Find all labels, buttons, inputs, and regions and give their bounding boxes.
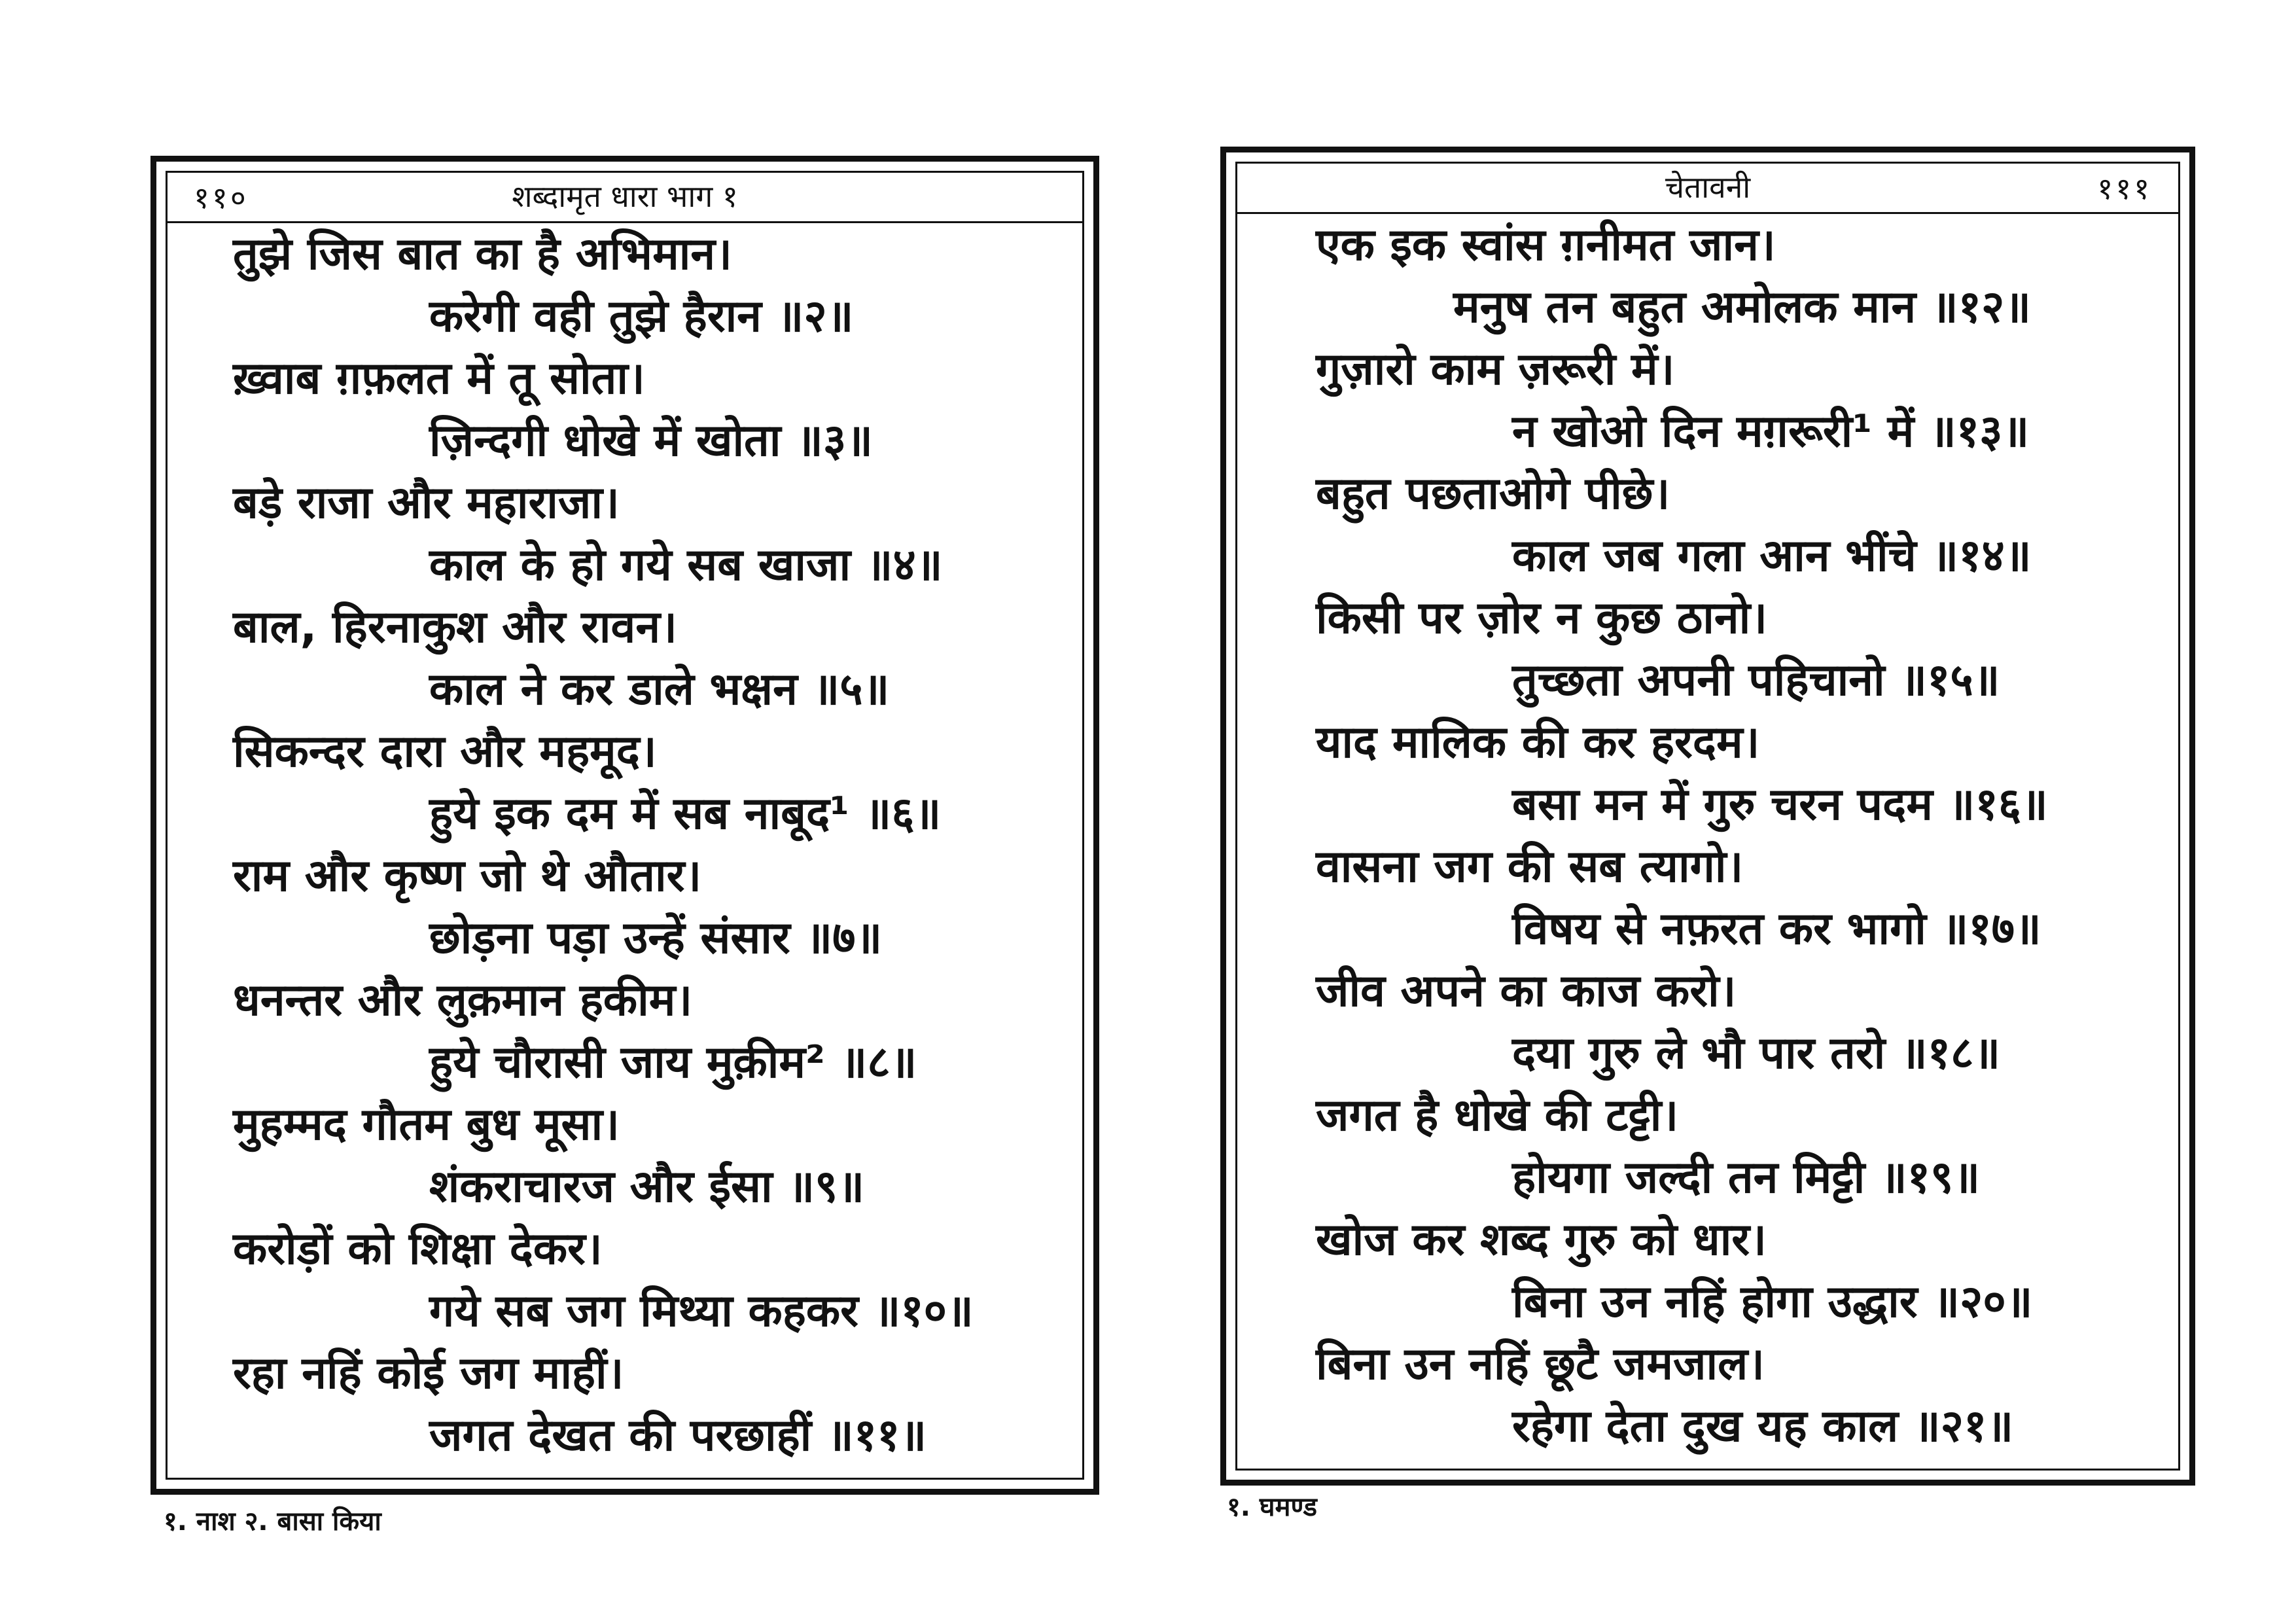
- right-page-header: [1237, 164, 2178, 214]
- verse-line: शंकराचारज और ईसा ॥९॥: [429, 1161, 865, 1213]
- right-page-frame: [1235, 162, 2180, 1471]
- verse-line: करेगी वही तुझे हैरान ॥२॥: [429, 291, 854, 342]
- left-page-frame: [166, 171, 1084, 1480]
- left-page-title: शब्दामृत धारा भाग १: [512, 179, 738, 214]
- verse-line: हुये चौरासी जाय मुक़ीम² ॥८॥: [429, 1037, 917, 1088]
- verse-line: विषय से नफ़रत कर भागो ॥१७॥: [1512, 903, 2041, 955]
- right-page: [1220, 147, 2195, 1486]
- verse-line: बिना उन नहिं होगा उद्धार ॥२०॥: [1512, 1276, 2033, 1328]
- verse-line: मुहम्मद गौतम बुध मूसा।: [233, 1099, 620, 1150]
- verse-line: काल के हो गये सब खाजा ॥४॥: [429, 539, 943, 591]
- left-page-number: ११०: [194, 180, 249, 215]
- verse-line: खोज कर शब्द गुरु को धार।: [1316, 1214, 1767, 1266]
- verse-line: जीव अपने का काज करो।: [1316, 965, 1737, 1017]
- verse-line: बाल, हिरनाकुश और रावन।: [233, 601, 677, 653]
- verse-line: न खोओ दिन मग़रूरी¹ में ॥१३॥: [1512, 406, 2030, 457]
- verse-line: गुज़ारो काम ज़रूरी में।: [1316, 344, 1675, 395]
- verse-line: बिना उन नहिं छूटै जमजाल।: [1316, 1338, 1765, 1390]
- verse-line: तुझे जिस बात का है अभिमान।: [233, 228, 732, 280]
- verse-line: बसा मन में गुरु चरन पदम ॥१६॥: [1512, 779, 2048, 830]
- verse-line: रहा नहिं कोई जग माहीं।: [233, 1347, 624, 1399]
- verse-line: गये सब जग मिथ्या कहकर ॥१०॥: [429, 1285, 974, 1337]
- verse-line: धनन्तर और लुक़मान हकीम।: [233, 974, 693, 1026]
- left-footnotes: १. नाश २. बासा किया: [164, 1507, 381, 1537]
- right-page-title: चेतावनी: [1665, 169, 1751, 205]
- verse-line: सिकन्दर दारा और महमूद।: [233, 726, 657, 777]
- verse-line: करोड़ों को शिक्षा देकर।: [233, 1223, 603, 1275]
- verse-line: हुये इक दम में सब नाबूद¹ ॥६॥: [429, 788, 942, 840]
- verse-line: राम और कृष्ण जो थे औतार।: [233, 850, 702, 902]
- verse-line: ज़िन्दगी धोखे में खोता ॥३॥: [429, 415, 873, 467]
- verse-line: मनुष तन बहुत अमोलक मान ॥१२॥: [1453, 281, 2032, 333]
- verse-line: बड़े राजा और महाराजा।: [233, 477, 620, 529]
- verse-line: जगत देखत की परछाहीं ॥११॥: [429, 1410, 927, 1461]
- verse-line: छोड़ना पड़ा उन्हें संसार ॥७॥: [429, 912, 883, 964]
- right-footnotes: १. घमण्ड: [1227, 1492, 1317, 1522]
- verse-line: काल ने कर डाले भक्षन ॥५॥: [429, 664, 890, 715]
- left-page: [150, 156, 1099, 1495]
- verse-line: किसी पर ज़ोर न कुछ ठानो।: [1316, 592, 1767, 644]
- verse-line: रहेगा देता दुख यह काल ॥२१॥: [1512, 1400, 2014, 1452]
- verse-line: ख़्वाब ग़फ़लत में तू सोता।: [233, 353, 645, 404]
- verse-line: एक इक स्वांस ग़नीमत जान।: [1316, 219, 1776, 271]
- verse-line: बहुत पछताओगे पीछे।: [1316, 468, 1670, 520]
- right-page-number: १११: [2097, 171, 2152, 206]
- left-page-header: [168, 173, 1082, 223]
- verse-line: दया गुरु ले भौ पार तरो ॥१८॥: [1512, 1027, 2001, 1079]
- verse-line: याद मालिक की कर हरदम।: [1316, 717, 1760, 768]
- verse-line: जगत है धोखे की टट्टी।: [1316, 1090, 1679, 1141]
- verse-line: तुच्छता अपनी पहिचानो ॥१५॥: [1512, 654, 2000, 706]
- verse-line: काल जब गला आन भींचे ॥१४॥: [1512, 530, 2032, 582]
- verse-line: वासना जग की सब त्यागो।: [1316, 841, 1744, 893]
- verse-line: होयगा जल्दी तन मिट्टी ॥१९॥: [1512, 1152, 1981, 1204]
